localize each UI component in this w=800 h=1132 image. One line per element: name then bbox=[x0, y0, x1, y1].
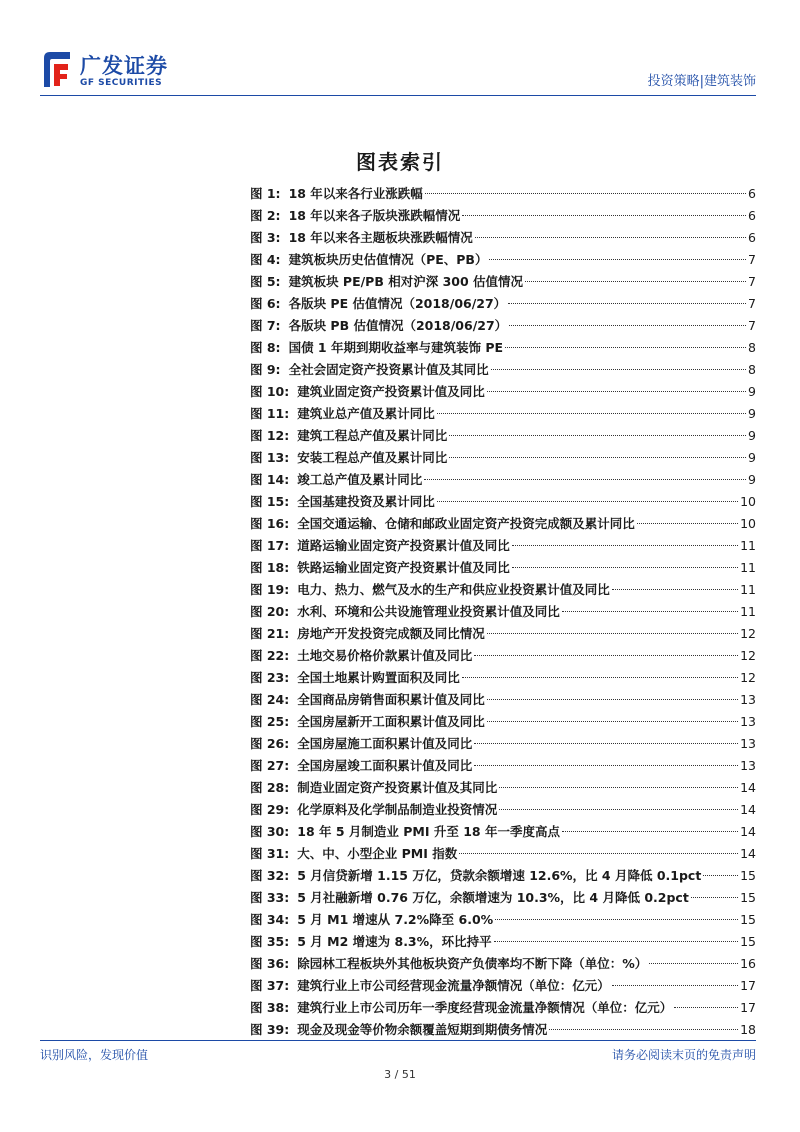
toc-entry[interactable] bbox=[250, 997, 756, 1019]
toc-entry[interactable] bbox=[250, 315, 756, 337]
toc-entry-leader bbox=[525, 281, 746, 282]
toc-entry-leader bbox=[691, 897, 738, 898]
toc-entry-page: 9 bbox=[748, 472, 756, 487]
toc-entry-leader bbox=[549, 1029, 738, 1030]
toc-entry-label: 图 17: bbox=[250, 538, 290, 553]
toc-entry-title: 18 年以来各主题板块涨跌幅情况 bbox=[288, 230, 473, 245]
toc-entry-leader bbox=[487, 699, 738, 700]
toc-entry[interactable] bbox=[250, 579, 756, 601]
toc-entry-leader bbox=[449, 435, 746, 436]
toc-entry-label: 图 6: bbox=[250, 296, 281, 311]
toc-entry-page: 11 bbox=[740, 582, 756, 597]
toc-entry-label: 图 18: bbox=[250, 560, 290, 575]
toc-entry-page: 12 bbox=[740, 648, 756, 663]
toc-entry-title: 全国房屋施工面积累计值及同比 bbox=[297, 736, 473, 751]
toc-entry-title: 5 月 M2 增速为 8.3%，环比持平 bbox=[297, 934, 492, 949]
toc-entry-page: 14 bbox=[740, 824, 756, 839]
toc-entry-page: 10 bbox=[740, 494, 756, 509]
toc-entry-label: 图 3: bbox=[250, 230, 281, 245]
toc-entry[interactable] bbox=[250, 513, 756, 535]
toc-entry-title: 土地交易价格价款累计值及同比 bbox=[297, 648, 473, 663]
toc-entry-label: 图 23: bbox=[250, 670, 290, 685]
toc-entry-leader bbox=[489, 259, 746, 260]
toc-entry-label: 图 7: bbox=[250, 318, 281, 333]
toc-entry-page: 15 bbox=[740, 934, 756, 949]
toc-entry-page: 18 bbox=[740, 1022, 756, 1037]
toc-entry-title: 18 年 5 月制造业 PMI 升至 18 年一季度高点 bbox=[297, 824, 560, 839]
toc-entry-title: 全国商品房销售面积累计值及同比 bbox=[297, 692, 485, 707]
toc-entry-title: 铁路运输业固定资产投资累计值及同比 bbox=[297, 560, 510, 575]
toc-entry-leader bbox=[487, 721, 738, 722]
toc-entry-page: 15 bbox=[740, 868, 756, 883]
toc-entry-leader bbox=[459, 853, 738, 854]
toc-entry-page: 8 bbox=[748, 362, 756, 377]
toc-entry[interactable] bbox=[250, 843, 756, 865]
toc-entry[interactable] bbox=[250, 909, 756, 931]
toc-entry-title: 现金及现金等价物余额覆盖短期到期债务情况 bbox=[297, 1022, 548, 1037]
toc-entry-title: 竣工总产值及累计同比 bbox=[297, 472, 423, 487]
toc-entry-page: 13 bbox=[740, 692, 756, 707]
toc-entry-label: 图 25: bbox=[250, 714, 290, 729]
toc-entry-leader bbox=[499, 809, 738, 810]
toc-entry-leader bbox=[562, 611, 738, 612]
toc-entry-label: 图 4: bbox=[250, 252, 281, 267]
toc-entry-leader bbox=[475, 237, 746, 238]
toc-entry-page: 11 bbox=[740, 538, 756, 553]
toc-entry[interactable] bbox=[250, 381, 756, 403]
toc-entry-label: 图 31: bbox=[250, 846, 290, 861]
toc-entry-title: 全国房屋竣工面积累计值及同比 bbox=[297, 758, 473, 773]
toc-entry-page: 7 bbox=[748, 296, 756, 311]
toc-entry-label: 图 30: bbox=[250, 824, 290, 839]
toc-title: 图表索引 bbox=[356, 150, 444, 174]
toc-entry[interactable] bbox=[250, 953, 756, 975]
toc-entry[interactable] bbox=[250, 755, 756, 777]
toc-entry-title: 制造业固定资产投资累计值及其同比 bbox=[297, 780, 498, 795]
toc-entry-title: 化学原料及化学制品制造业投资情况 bbox=[297, 802, 498, 817]
header-divider bbox=[40, 95, 756, 96]
toc-entry-label: 图 21: bbox=[250, 626, 290, 641]
toc-entry-leader bbox=[499, 787, 738, 788]
report-section: 投资策略|建筑装饰 bbox=[647, 74, 756, 89]
toc-entry-title: 建筑行业上市公司经营现金流量净额情况（单位：亿元） bbox=[297, 978, 610, 993]
toc-entry-label: 图 38: bbox=[250, 1000, 290, 1015]
toc-entry[interactable] bbox=[250, 1019, 756, 1041]
brand-name-en: GF SECURITIES bbox=[80, 78, 163, 88]
toc-entry-title: 建筑行业上市公司历年一季度经营现金流量净额情况（单位：亿元） bbox=[297, 1000, 673, 1015]
toc-entry[interactable] bbox=[250, 293, 756, 315]
toc-entry-leader bbox=[649, 963, 738, 964]
toc-entry-title: 电力、热力、燃气及水的生产和供应业投资累计值及同比 bbox=[297, 582, 610, 597]
toc-entry-page: 11 bbox=[740, 604, 756, 619]
toc-entry-label: 图 27: bbox=[250, 758, 290, 773]
toc-entry-page: 14 bbox=[740, 780, 756, 795]
toc-entry-page: 16 bbox=[740, 956, 756, 971]
toc-entry-title: 建筑板块 PE/PB 相对沪深 300 估值情况 bbox=[288, 274, 524, 289]
toc-entry-page: 6 bbox=[748, 186, 756, 201]
toc-entry-label: 图 14: bbox=[250, 472, 290, 487]
toc-list bbox=[250, 183, 756, 1041]
toc-entry-label: 图 5: bbox=[250, 274, 281, 289]
toc-entry-page: 13 bbox=[740, 736, 756, 751]
toc-entry-label: 图 39: bbox=[250, 1022, 290, 1037]
toc-entry-page: 6 bbox=[748, 230, 756, 245]
toc-entry-label: 图 8: bbox=[250, 340, 281, 355]
toc-entry-page: 9 bbox=[748, 406, 756, 421]
toc-entry-leader bbox=[637, 523, 738, 524]
toc-entry-label: 图 22: bbox=[250, 648, 290, 663]
toc-entry[interactable] bbox=[250, 403, 756, 425]
toc-entry[interactable] bbox=[250, 557, 756, 579]
toc-entry-label: 图 26: bbox=[250, 736, 290, 751]
toc-entry-page: 9 bbox=[748, 428, 756, 443]
toc-entry-leader bbox=[512, 545, 738, 546]
toc-entry-page: 8 bbox=[748, 340, 756, 355]
toc-entry-title: 建筑板块历史估值情况（PE、PB） bbox=[288, 252, 488, 267]
toc-entry-title: 安装工程总产值及累计同比 bbox=[297, 450, 448, 465]
toc-entry[interactable] bbox=[250, 271, 756, 293]
toc-entry[interactable] bbox=[250, 469, 756, 491]
toc-entry-page: 13 bbox=[740, 758, 756, 773]
toc-entry[interactable] bbox=[250, 799, 756, 821]
toc-entry-title: 全社会固定资产投资累计值及其同比 bbox=[288, 362, 489, 377]
toc-entry-page: 15 bbox=[740, 912, 756, 927]
toc-entry-leader bbox=[612, 589, 738, 590]
toc-entry-title: 建筑业总产值及累计同比 bbox=[297, 406, 435, 421]
toc-entry[interactable] bbox=[250, 535, 756, 557]
toc-entry-title: 全国交通运输、仓储和邮政业固定资产投资完成额及累计同比 bbox=[297, 516, 635, 531]
toc-entry-label: 图 24: bbox=[250, 692, 290, 707]
toc-entry-page: 7 bbox=[748, 252, 756, 267]
toc-entry-title: 建筑业固定资产投资累计值及同比 bbox=[297, 384, 485, 399]
toc-entry-page: 12 bbox=[740, 626, 756, 641]
toc-entry-title: 大、中、小型企业 PMI 指数 bbox=[297, 846, 458, 861]
toc-entry-page: 10 bbox=[740, 516, 756, 531]
toc-entry[interactable] bbox=[250, 711, 756, 733]
gf-logo-icon bbox=[40, 50, 74, 88]
toc-entry-page: 17 bbox=[740, 978, 756, 993]
toc-entry-leader bbox=[562, 831, 738, 832]
toc-entry[interactable] bbox=[250, 183, 756, 205]
toc-entry-page: 9 bbox=[748, 450, 756, 465]
toc-entry-title: 5 月 M1 增速从 7.2%降至 6.0% bbox=[297, 912, 494, 927]
toc-entry-leader bbox=[474, 765, 738, 766]
toc-entry[interactable] bbox=[250, 425, 756, 447]
toc-entry[interactable] bbox=[250, 777, 756, 799]
toc-entry-label: 图 34: bbox=[250, 912, 290, 927]
toc-entry-leader bbox=[491, 369, 746, 370]
toc-entry-label: 图 20: bbox=[250, 604, 290, 619]
toc-entry-page: 6 bbox=[748, 208, 756, 223]
footer-slogan: 识别风险，发现价值 bbox=[40, 1048, 149, 1062]
toc-entry-label: 图 1: bbox=[250, 186, 281, 201]
toc-entry-leader bbox=[509, 325, 746, 326]
toc-entry-leader bbox=[474, 655, 738, 656]
toc-entry[interactable] bbox=[250, 337, 756, 359]
toc-entry-leader bbox=[508, 303, 746, 304]
toc-entry-label: 图 10: bbox=[250, 384, 290, 399]
toc-entry[interactable] bbox=[250, 249, 756, 271]
toc-entry-leader bbox=[462, 215, 746, 216]
toc-entry[interactable] bbox=[250, 227, 756, 249]
toc-entry-title: 全国房屋新开工面积累计值及同比 bbox=[297, 714, 485, 729]
toc-entry-label: 图 12: bbox=[250, 428, 290, 443]
toc-entry[interactable] bbox=[250, 733, 756, 755]
toc-entry[interactable] bbox=[250, 887, 756, 909]
toc-entry-label: 图 37: bbox=[250, 978, 290, 993]
footer-divider bbox=[40, 1040, 756, 1041]
toc-entry-label: 图 16: bbox=[250, 516, 290, 531]
toc-entry-label: 图 2: bbox=[250, 208, 281, 223]
toc-entry-leader bbox=[512, 567, 738, 568]
toc-entry[interactable] bbox=[250, 491, 756, 513]
toc-entry-page: 7 bbox=[748, 318, 756, 333]
toc-entry[interactable] bbox=[250, 865, 756, 887]
toc-entry-label: 图 11: bbox=[250, 406, 290, 421]
toc-entry-title: 5 月社融新增 0.76 万亿，余额增速为 10.3%，比 4 月降低 0.2pct bbox=[297, 890, 689, 905]
toc-entry[interactable] bbox=[250, 931, 756, 953]
page-header bbox=[40, 44, 756, 96]
toc-entry[interactable] bbox=[250, 359, 756, 381]
toc-entry-title: 18 年以来各行业涨跌幅 bbox=[288, 186, 423, 201]
toc-entry-title: 18 年以来各子版块涨跌幅情况 bbox=[288, 208, 461, 223]
brand-logo bbox=[40, 50, 180, 94]
toc-entry[interactable] bbox=[250, 601, 756, 623]
toc-entry-page: 11 bbox=[740, 560, 756, 575]
toc-entry[interactable] bbox=[250, 667, 756, 689]
toc-entry-leader bbox=[487, 633, 738, 634]
toc-entry-leader bbox=[487, 391, 746, 392]
toc-entry-leader bbox=[425, 193, 746, 194]
toc-entry-leader bbox=[505, 347, 746, 348]
brand-name: 广发证券 bbox=[80, 54, 168, 78]
toc-entry-leader bbox=[612, 985, 738, 986]
footer-disclaimer: 请务必阅读末页的免责声明 bbox=[611, 1048, 756, 1062]
toc-entry-leader bbox=[674, 1007, 738, 1008]
toc-entry-leader bbox=[494, 941, 738, 942]
toc-entry-leader bbox=[449, 457, 746, 458]
toc-entry-label: 图 32: bbox=[250, 868, 290, 883]
toc-entry-page: 9 bbox=[748, 384, 756, 399]
toc-entry[interactable] bbox=[250, 645, 756, 667]
toc-entry-leader bbox=[474, 743, 738, 744]
toc-entry-page: 13 bbox=[740, 714, 756, 729]
toc-entry-leader bbox=[495, 919, 738, 920]
toc-entry[interactable] bbox=[250, 205, 756, 227]
page-number: 3 / 51 bbox=[384, 1068, 416, 1081]
toc-entry-title: 国债 1 年期到期收益率与建筑装饰 PE bbox=[288, 340, 504, 355]
toc-entry-title: 各版块 PE 估值情况（2018/06/27） bbox=[288, 296, 507, 311]
toc-entry-label: 图 19: bbox=[250, 582, 290, 597]
toc-entry-page: 15 bbox=[740, 890, 756, 905]
toc-entry-leader bbox=[703, 875, 738, 876]
toc-entry[interactable] bbox=[250, 975, 756, 997]
toc-entry-title: 建筑工程总产值及累计同比 bbox=[297, 428, 448, 443]
toc-entry-leader bbox=[424, 479, 746, 480]
toc-entry-label: 图 9: bbox=[250, 362, 281, 377]
toc-entry-title: 道路运输业固定资产投资累计值及同比 bbox=[297, 538, 510, 553]
toc-entry-label: 图 29: bbox=[250, 802, 290, 817]
toc-entry-title: 各版块 PB 估值情况（2018/06/27） bbox=[288, 318, 508, 333]
toc-entry-page: 14 bbox=[740, 846, 756, 861]
toc-entry-title: 全国基建投资及累计同比 bbox=[297, 494, 435, 509]
toc-entry-title: 房地产开发投资完成额及同比情况 bbox=[297, 626, 485, 641]
toc-entry-page: 7 bbox=[748, 274, 756, 289]
toc-entry-label: 图 36: bbox=[250, 956, 290, 971]
toc-entry-page: 12 bbox=[740, 670, 756, 685]
toc-entry-page: 17 bbox=[740, 1000, 756, 1015]
toc-entry-leader bbox=[462, 677, 738, 678]
toc-entry-label: 图 13: bbox=[250, 450, 290, 465]
toc-entry[interactable] bbox=[250, 821, 756, 843]
toc-entry-label: 图 33: bbox=[250, 890, 290, 905]
toc-entry[interactable] bbox=[250, 447, 756, 469]
toc-entry-leader bbox=[437, 501, 738, 502]
toc-entry-label: 图 35: bbox=[250, 934, 290, 949]
toc-entry-title: 全国土地累计购置面积及同比 bbox=[297, 670, 460, 685]
toc-entry[interactable] bbox=[250, 623, 756, 645]
toc-entry-title: 除园林工程板块外其他板块资产负债率均不断下降（单位：%） bbox=[297, 956, 648, 971]
toc-entry-label: 图 15: bbox=[250, 494, 290, 509]
toc-entry-page: 14 bbox=[740, 802, 756, 817]
toc-entry-label: 图 28: bbox=[250, 780, 290, 795]
toc-entry-title: 5 月信贷新增 1.15 万亿，贷款余额增速 12.6%，比 4 月降低 0.1pct bbox=[297, 868, 702, 883]
toc-entry-title: 水利、环境和公共设施管理业投资累计值及同比 bbox=[297, 604, 560, 619]
toc-entry[interactable] bbox=[250, 689, 756, 711]
toc-entry-leader bbox=[437, 413, 746, 414]
